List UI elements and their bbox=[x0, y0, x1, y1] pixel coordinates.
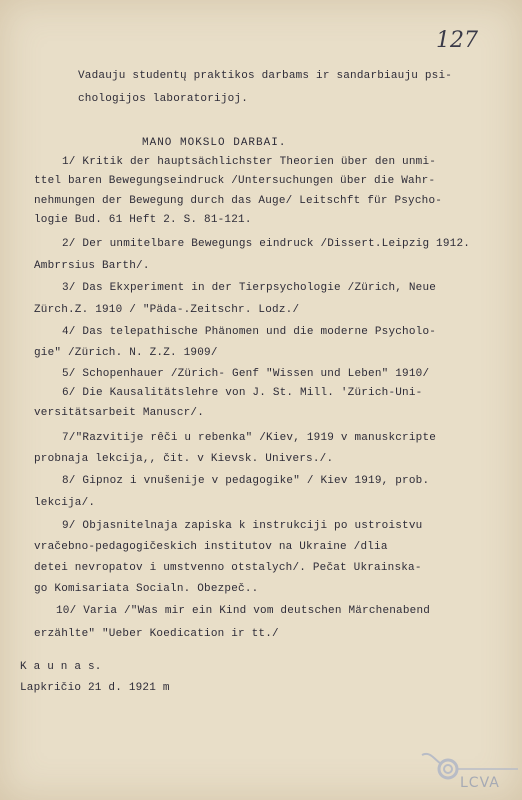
work-line: probnaja lekcija,, čit. v Kievsk. Univers./. bbox=[34, 453, 334, 465]
work-line: erzählte" "Ueber Koedication ir tt./ bbox=[34, 628, 279, 640]
work-line: 1/ Kritik der hauptsächlichster Theorien über den unmi- bbox=[62, 156, 437, 168]
page-number: 127 bbox=[436, 28, 478, 53]
intro-line-1: Vadauju studentų praktikos darbams ir sandarbiauju psi- bbox=[78, 70, 453, 82]
work-line: 4/ Das telepathische Phänomen und die moderne Psycholo- bbox=[62, 326, 437, 338]
work-line: ttel baren Bewegungseindruck /Untersuchungen über die Wahr- bbox=[34, 175, 436, 187]
work-line: vračebno-pedagogičeskich institutov na Ukraine /dlia bbox=[34, 541, 388, 553]
work-line: 8/ Gipnoz i vnušenije v pedagogike" / Kiev 1919, prob. bbox=[62, 475, 430, 487]
work-line: gie" /Zürich. N. Z.Z. 1909/ bbox=[34, 347, 218, 359]
work-line: Zürch.Z. 1910 / "Päda-.Zeitschr. Lodz./ bbox=[34, 304, 300, 316]
archive-stamp-label: LCVA bbox=[460, 775, 500, 791]
work-line: versitätsarbeit Manuscr/. bbox=[34, 407, 205, 419]
work-line: logie Bud. 61 Heft 2. S. 81-121. bbox=[34, 214, 252, 226]
work-line: 7/"Razvitije rêči u rebenka" /Kiev, 1919 v manuskcripte bbox=[62, 432, 437, 444]
work-line: Ambrrsius Barth/. bbox=[34, 260, 150, 272]
date: Lapkričio 21 d. 1921 m bbox=[20, 682, 170, 694]
work-line: 5/ Schopenhauer /Zürich- Genf "Wissen und Leben" 1910/ bbox=[62, 368, 430, 380]
work-line: lekcija/. bbox=[34, 497, 96, 509]
work-line: go Komisariata Socialn. Obezpeč.. bbox=[34, 583, 259, 595]
work-line: 9/ Objasnitelnaja zapiska k instrukciji po ustroistvu bbox=[62, 520, 423, 532]
work-line: 6/ Die Kausalitätslehre von J. St. Mill. 'Zürich-Uni- bbox=[62, 387, 423, 399]
work-line: 3/ Das Ekxperiment in der Tierpsychologie /Zürich, Neue bbox=[62, 282, 437, 294]
intro-line-2: chologijos laboratorijoj. bbox=[78, 93, 249, 105]
work-line: nehmungen der Bewegung durch das Auge/ Leitschft für Psycho- bbox=[34, 195, 443, 207]
work-line: 10/ Varia /"Was mir ein Kind vom deutschen Märchenabend bbox=[56, 605, 431, 617]
page-title: MANO MOKSLO DARBAI. bbox=[142, 137, 287, 149]
work-line: 2/ Der unmitelbare Bewegungs eindruck /Dissert.Leipzig 1912. bbox=[62, 238, 471, 250]
place: K a u n a s. bbox=[20, 661, 102, 673]
work-line: detei nevropatov i umstvenno otstalych/. Pečat Ukrainska- bbox=[34, 562, 422, 574]
